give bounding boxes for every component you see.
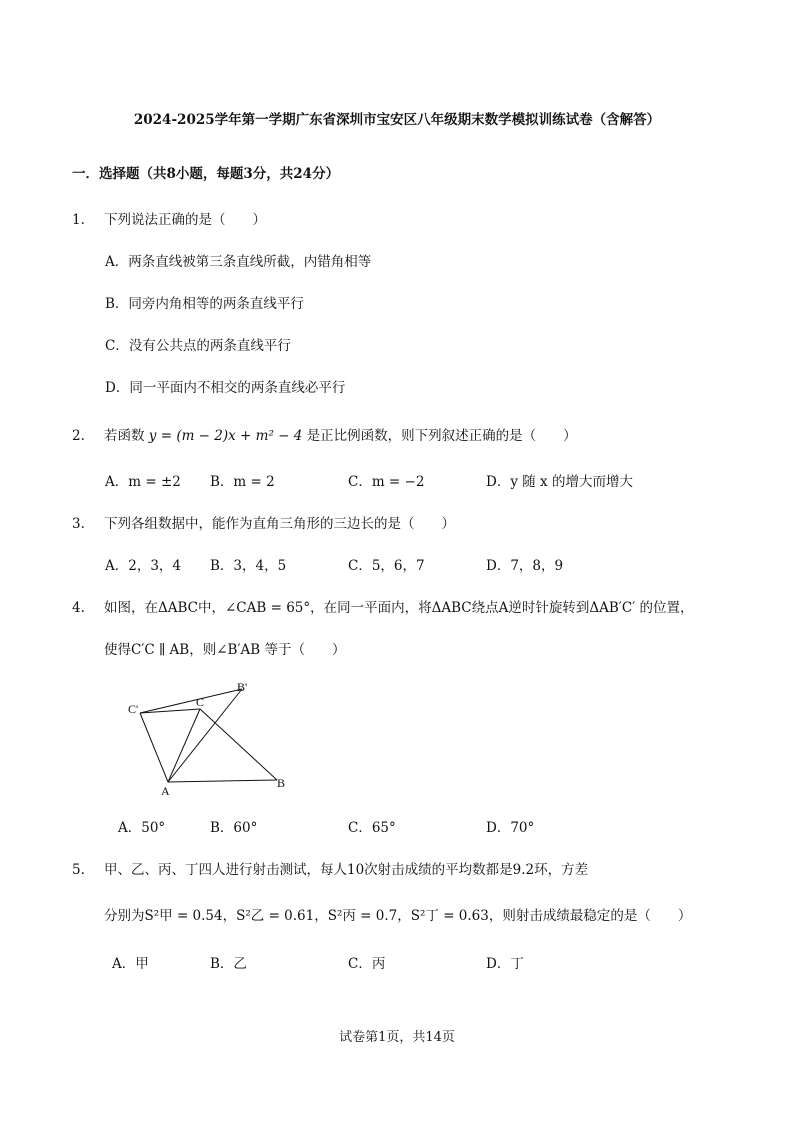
segment-a-b (168, 780, 277, 782)
question-1 (72, 208, 266, 228)
q2-option-b: B．m = 2 (210, 474, 275, 490)
question-number: 3. (72, 516, 85, 532)
label-b: B (277, 776, 286, 790)
question-2 (72, 424, 577, 444)
q3-option-b: B．3，4，5 (210, 558, 287, 574)
q2-option-d: D．y 随 x 的增大而增大 (486, 474, 633, 490)
label-c: C (196, 695, 205, 709)
q1-option-d: D．同一平面内不相交的两条直线必平行 (105, 380, 346, 396)
question-number: 2. (72, 428, 85, 444)
question-4 (72, 596, 694, 616)
function-formula: y = (m − 2)x + m² − 4 (148, 428, 303, 444)
q1-option-b: B．同旁内角相等的两条直线平行 (105, 296, 304, 312)
question-number: 1. (72, 212, 85, 228)
question-3 (72, 512, 455, 532)
question-stem-suffix: 是正比例函数，则下列叙述正确的是（ ） (306, 428, 577, 444)
question-number: 5. (72, 862, 85, 878)
segment-b-prime-a (168, 689, 242, 782)
q4-option-c: C．65° (348, 820, 396, 836)
page-footer: 试卷第1页，共14页 (339, 1030, 455, 1045)
q1-option-c: C．没有公共点的两条直线平行 (105, 338, 291, 354)
q4-option-a: A．50° (118, 820, 166, 836)
question-line-1: 如图，在ΔABC中，∠CAB = 65°，在同一平面内，将ΔABC绕点A逆时针旋转到ΔAB′C′ 的位置， (104, 600, 694, 616)
section-heading: 一．选择题（共8小题，每题3分，共24分） (72, 166, 340, 182)
q5-option-d: D．丁 (486, 956, 524, 972)
segment-c-b (200, 709, 277, 780)
q4-option-d: D．70° (486, 820, 535, 836)
label-c-prime: C' (128, 702, 139, 716)
segment-c-a (168, 709, 200, 782)
q3-option-a: A．2，3，4 (105, 558, 182, 574)
question-5 (72, 858, 588, 878)
question-line-1: 甲、乙、丙、丁四人进行射击测试，每人10次射击成绩的平均数都是9.2环，方差 (104, 862, 589, 878)
question-stem: 下列各组数据中，能作为直角三角形的三边长的是（ ） (104, 516, 455, 532)
question-number: 4. (72, 600, 85, 616)
question-5-line-2: 分别为S²甲 = 0.54，S²乙 = 0.61，S²丙 = 0.7，S²丁 = 0.63，则射击成绩最稳定的是（ ） (104, 908, 692, 924)
page-title: 2024-2025学年第一学期广东省深圳市宝安区八年级期末数学模拟训练试卷（含解答） (133, 112, 661, 128)
segment-c-prime-a (140, 713, 168, 782)
rotation-triangle-figure (120, 676, 300, 796)
label-b-prime: B' (237, 680, 248, 694)
question-4-line-2: 使得C′C ∥ AB，则∠B′AB 等于（ ） (104, 642, 346, 658)
question-stem-prefix: 若函数 (104, 428, 145, 444)
q5-option-c: C．丙 (348, 956, 386, 972)
q5-option-b: B．乙 (210, 956, 247, 972)
question-stem: 下列说法正确的是（ ） (104, 212, 266, 228)
q2-option-c: C．m = −2 (348, 474, 425, 490)
q1-option-a: A．两条直线被第三条直线所截，内错角相等 (105, 254, 372, 270)
q2-option-a: A．m = ±2 (105, 474, 181, 490)
label-a: A (161, 784, 170, 796)
q4-option-b: B．60° (210, 820, 258, 836)
q3-option-c: C．5，6，7 (348, 558, 425, 574)
q5-option-a: A．甲 (112, 956, 149, 972)
q3-option-d: D．7，8，9 (486, 558, 564, 574)
